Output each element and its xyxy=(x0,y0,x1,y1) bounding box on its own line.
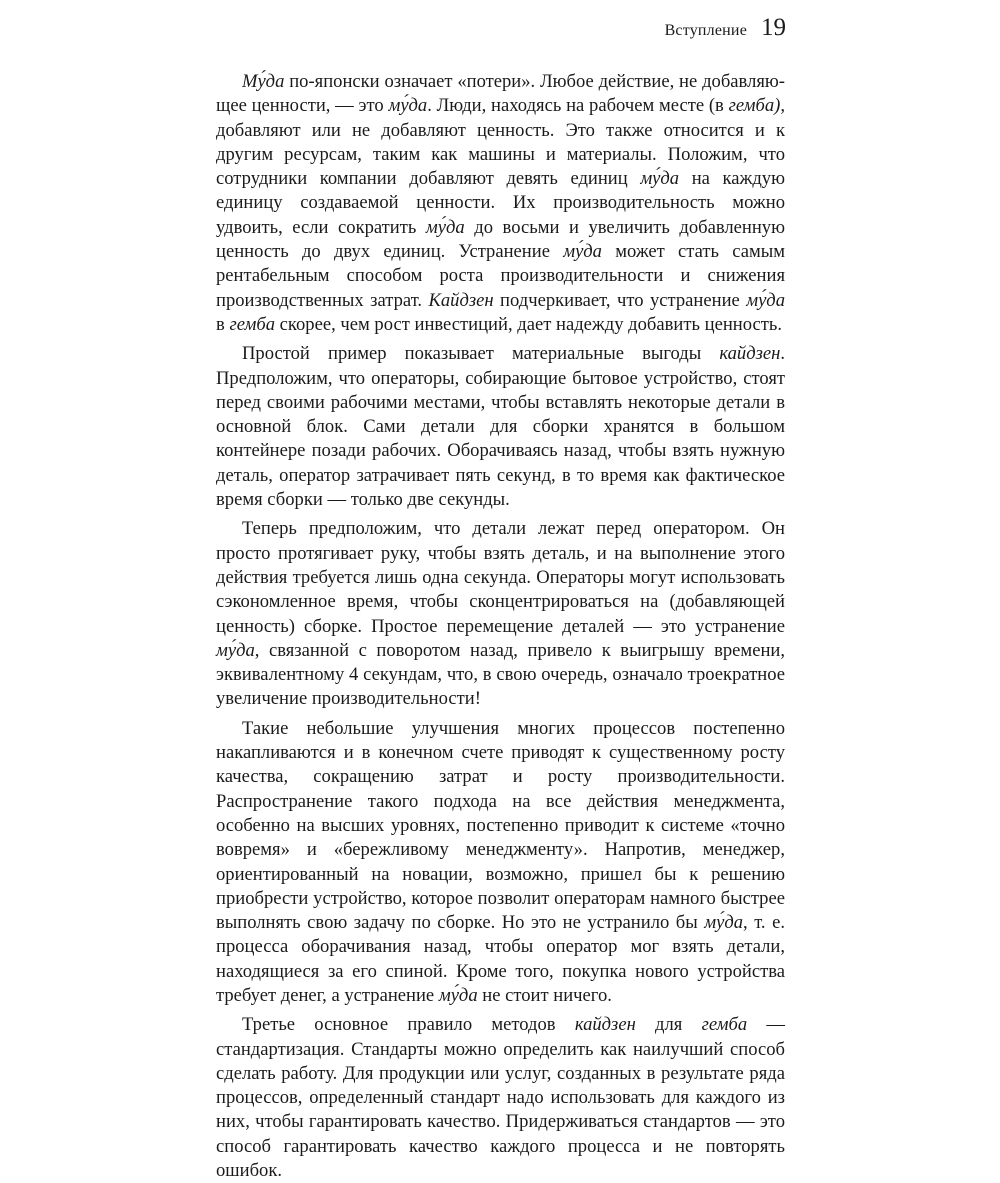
paragraph xyxy=(216,342,785,512)
italic-term: кайдзен xyxy=(719,343,781,365)
italic-term: му́да xyxy=(388,95,428,117)
text-run: для xyxy=(635,1014,702,1036)
text-run: до восьми и увеличить добавленную ценность до двух единиц. Устранение xyxy=(216,216,785,263)
italic-term: гемба), xyxy=(728,95,785,117)
italic-term: му́да xyxy=(746,289,786,311)
text-run: Такие небольшие улучшения многих процессов постепенно накапливаются и в конечном счете приводят к существенному росту качества, сокращению затрат и росту производительности. Распространение такого подхода на все действия менеджмента, особенно на высших уровнях, постепенно приводит к системе «точно вовремя» и «бережливому менеджменту». Напротив, менеджер, ориентированный на новации, возможно, пришел бы к решению приобрести устройство, которое позволит операторам намного быстрее выполнять свою задачу по сборке. Но это не устранило бы xyxy=(216,717,785,934)
text-run: Третье основное правило методов xyxy=(242,1014,575,1036)
paragraph xyxy=(216,70,785,337)
italic-term: му́да xyxy=(216,639,255,661)
text-run: Простой пример показывает материальные выгоды xyxy=(242,343,720,365)
text-run: — стандартизация. Стандарты можно определить как наилучший способ сделать работу. Для продукции или услуг, созданных в результате ряда процессов, определенный стандарт надо использовать для каждого из них, чтобы гарантировать качество. Придерживаться стандартов — это способ гарантировать качество каждого процесса и не повторять ошибок. xyxy=(216,1014,785,1182)
text-run: добавляют или не добавляют ценность. Это также относится и к другим ресурсам, таким как машины и материалы. Положим, что сотрудники компании добавляют девять единиц xyxy=(216,119,785,190)
text-run: , т. е. процесса оборачивания назад, чтобы оператор мог взять детали, находящиеся за его спиной. Кроме того, покупка нового устройства требует денег, а устранение xyxy=(216,912,785,1006)
text-run: . Люди, находясь на рабочем месте (в xyxy=(427,95,729,117)
paragraph xyxy=(216,517,785,711)
text-run: . Предположим, что операторы, собирающие бытовое устройство, стоят перед своими рабочими местами, чтобы вставлять некоторые детали в основной блок. Сами детали для сборки хранятся в большом контейнере позади рабочих. Оборачиваясь назад, чтобы взять нужную деталь, оператор затрачивает пять секунд, в то время как фактическое время сборки — только две секунды. xyxy=(216,343,785,511)
italic-term: Кайдзен xyxy=(428,289,494,311)
section-title: Вступление xyxy=(664,22,747,39)
italic-term: Му́да xyxy=(242,71,285,92)
italic-term: му́да xyxy=(704,912,744,934)
italic-term: му́да xyxy=(640,168,680,190)
running-head xyxy=(665,14,786,42)
text-run: , связанной с поворотом назад, привело к выигрышу времени, эквивалентному 4 секундам, что, в свою очередь, означало троекратное увеличение производительности! xyxy=(216,639,785,710)
text-run: на каждую единицу создаваемой ценности. Их производительность можно удвоить, если сократить xyxy=(216,168,785,238)
paragraph xyxy=(216,717,785,1009)
page-number: 19 xyxy=(761,14,786,41)
body-text xyxy=(216,70,785,1183)
italic-term: гемба xyxy=(701,1014,748,1036)
text-run: скорее, чем рост инвестиций, дает надежду добавить ценность. xyxy=(275,313,782,335)
paragraph xyxy=(216,1013,785,1183)
italic-term: му́да xyxy=(425,216,465,238)
italic-term: му́да xyxy=(563,241,602,263)
italic-term: му́да xyxy=(438,984,478,1006)
text-run: в xyxy=(216,313,230,335)
text-run: Теперь предположим, что детали лежат перед оператором. Он просто протягивает руку, чтобы взять деталь, и на выполнение этого действия требуется лишь одна секунда. Операторы могут использовать сэкономленное время, чтобы сконцентрироваться на (добавляющей ценность) сборке. Простое перемещение деталей — это устранение xyxy=(216,518,785,637)
text-run: по-японски означает «потери». Любое действие, не добавляющее ценности, — это xyxy=(216,71,785,117)
text-run: не стоит ничего. xyxy=(477,984,612,1006)
text-run: может стать самым рентабельным способом роста производительности и снижения производственных затрат. xyxy=(216,241,785,311)
italic-term: гемба xyxy=(229,313,275,335)
italic-term: кайдзен xyxy=(574,1014,636,1036)
text-run: подчеркивает, что устранение xyxy=(493,289,747,311)
